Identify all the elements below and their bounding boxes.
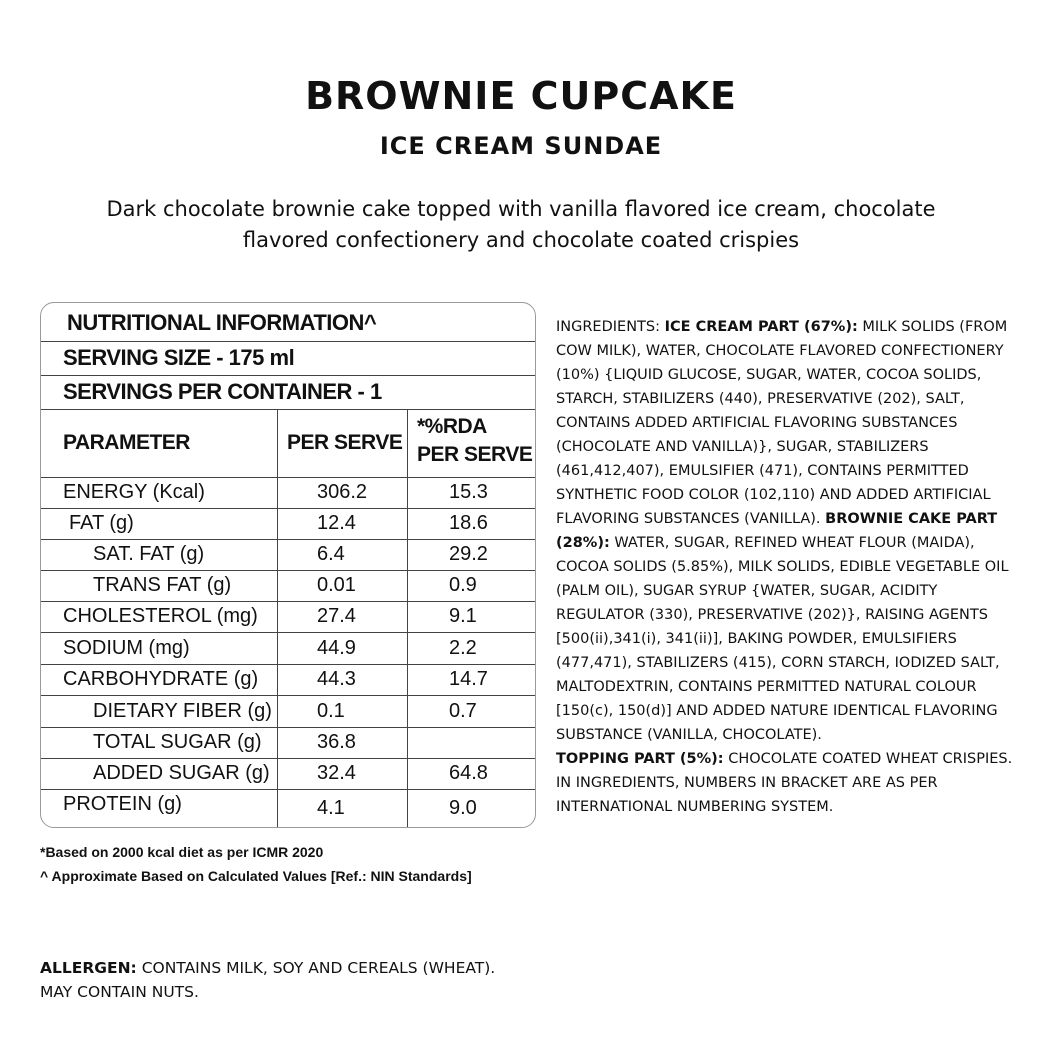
row-rda: 9.0 bbox=[449, 797, 477, 819]
servings-per-container-row bbox=[41, 375, 535, 410]
row-per-serve: 27.4 bbox=[317, 605, 356, 627]
brownie-cake-part-text: WATER, SUGAR, REFINED WHEAT FLOUR (MAIDA), COCOA SOLIDS (5.85%), MILK SOLIDS, EDIBLE VEGETABLE OIL (PALM OIL), SUGAR SYRUP {WATER, SUGAR, ACIDITY REGULATOR (330), PRESERVATIVE (202)}, RAISING AGENTS [500(ii),341(i), 341(ii)], BAKING POWDER, EMULSIFIERS (477,471), STABILIZERS (415), CORN STARCH, IODIZED SALT, MALTODEXTRIN, CONTAINS PERMITTED NATURAL COLOUR [150(c), 150(d)] AND ADDED NATURE IDENTICAL FLAVORING SUBSTANCE (VANILLA, CHOCOLATE). bbox=[556, 535, 1009, 743]
servings-per-container: SERVINGS PER CONTAINER - 1 bbox=[63, 379, 382, 404]
numbering-note: IN INGREDIENTS, NUMBERS IN BRACKET ARE AS PER INTERNATIONAL NUMBERING SYSTEM. bbox=[556, 775, 938, 815]
header-rda-line-2: PER SERVE bbox=[417, 443, 533, 466]
row-rda: 2.2 bbox=[449, 637, 477, 659]
description-line-1: Dark chocolate brownie cake topped with vanilla flavored ice cream, chocolate bbox=[106, 197, 936, 221]
table-row bbox=[41, 477, 535, 509]
ingredients-list bbox=[556, 315, 1026, 819]
row-parameter: DIETARY FIBER (g) bbox=[93, 700, 272, 722]
header-rda-line-1: *%RDA bbox=[417, 415, 487, 438]
row-rda: 14.7 bbox=[449, 668, 488, 690]
allergen-text: CONTAINS MILK, SOY AND CEREALS (WHEAT). bbox=[136, 959, 496, 977]
product-title: BROWNIE CUPCAKE bbox=[305, 74, 737, 118]
row-per-serve: 44.3 bbox=[317, 668, 356, 690]
table-row bbox=[41, 570, 535, 602]
row-rda: 18.6 bbox=[449, 512, 488, 534]
product-subtitle: ICE CREAM SUNDAE bbox=[379, 132, 663, 160]
row-rda: 29.2 bbox=[449, 543, 488, 565]
row-parameter: TOTAL SUGAR (g) bbox=[93, 731, 262, 753]
topping-part-text: CHOCOLATE COATED WHEAT CRISPIES. bbox=[723, 751, 1013, 767]
row-parameter: SODIUM (mg) bbox=[63, 637, 190, 659]
row-per-serve: 36.8 bbox=[317, 731, 356, 753]
table-row bbox=[41, 601, 535, 633]
row-per-serve: 0.01 bbox=[317, 574, 356, 596]
row-per-serve: 12.4 bbox=[317, 512, 356, 534]
table-row bbox=[41, 539, 535, 571]
table-row bbox=[41, 758, 535, 790]
may-contain-text: MAY CONTAIN NUTS. bbox=[40, 983, 199, 1001]
row-parameter: SAT. FAT (g) bbox=[93, 543, 205, 565]
row-per-serve: 4.1 bbox=[317, 797, 345, 819]
table-row bbox=[41, 508, 535, 540]
table-row bbox=[41, 664, 535, 696]
row-per-serve: 306.2 bbox=[317, 481, 368, 503]
table-row bbox=[41, 695, 535, 728]
header-parameter: PARAMETER bbox=[63, 431, 190, 454]
row-per-serve: 44.9 bbox=[317, 637, 356, 659]
table-row bbox=[41, 632, 535, 665]
table-row bbox=[41, 727, 535, 759]
product-description bbox=[40, 194, 1002, 256]
brownie-cake-part-label: BROWNIE CAKE PART (28%): bbox=[556, 511, 998, 551]
approximation-footnote: ^ Approximate Based on Calculated Values [Ref.: NIN Standards] bbox=[40, 868, 472, 884]
row-rda: 0.9 bbox=[449, 574, 477, 596]
row-parameter: PROTEIN (g) bbox=[63, 793, 182, 815]
row-parameter: FAT (g) bbox=[69, 512, 134, 534]
ingredients-lead: INGREDIENTS: bbox=[556, 319, 665, 335]
row-parameter: TRANS FAT (g) bbox=[93, 574, 232, 596]
description-line-2: flavored confectionery and chocolate coated crispies bbox=[242, 228, 800, 252]
row-per-serve: 32.4 bbox=[317, 762, 356, 784]
ice-cream-part-label: ICE CREAM PART (67%): bbox=[664, 319, 858, 335]
row-parameter: ADDED SUGAR (g) bbox=[93, 762, 270, 784]
nutrition-table bbox=[40, 302, 536, 828]
serving-size: SERVING SIZE - 175 ml bbox=[63, 345, 295, 370]
row-rda: 9.1 bbox=[449, 605, 477, 627]
ice-cream-part-text: MILK SOLIDS (FROM COW MILK), WATER, CHOCOLATE FLAVORED CONFECTIONERY (10%) {LIQUID GLUCOSE, SUGAR, WATER, COCOA SOLIDS, STARCH, STABILIZERS (440), PRESERVATIVE (202), SALT, CONTAINS ADDED ARTIFICIAL FLAVORING SUBSTANCES (CHOCOLATE AND VANILLA)}, SUGAR, STABILIZERS (461,412,407), EMULSIFIER (471), CONTAINS PERMITTED SYNTHETIC FOOD COLOR (102,110) AND ADDED ARTIFICIAL FLAVORING SUBSTANCES (VANILLA). bbox=[556, 319, 1008, 527]
row-per-serve: 6.4 bbox=[317, 543, 345, 565]
table-row bbox=[41, 789, 535, 825]
table-header-row bbox=[41, 409, 535, 478]
row-per-serve: 0.1 bbox=[317, 700, 345, 722]
allergen-label: ALLERGEN: bbox=[40, 959, 137, 977]
nutrition-title: NUTRITIONAL INFORMATION^ bbox=[67, 310, 377, 335]
nutrition-title-row bbox=[41, 303, 535, 342]
topping-part-label: TOPPING PART (5%): bbox=[556, 751, 724, 767]
row-rda: 15.3 bbox=[449, 481, 488, 503]
allergen-statement bbox=[40, 956, 740, 1004]
row-parameter: ENERGY (Kcal) bbox=[63, 481, 205, 503]
row-parameter: CHOLESTEROL (mg) bbox=[63, 605, 258, 627]
row-parameter: CARBOHYDRATE (g) bbox=[63, 668, 259, 690]
row-rda: 64.8 bbox=[449, 762, 488, 784]
header-per-serve: PER SERVE bbox=[287, 431, 403, 454]
serving-size-row bbox=[41, 341, 535, 376]
row-rda: 0.7 bbox=[449, 700, 477, 722]
rda-footnote: *Based on 2000 kcal diet as per ICMR 2020 bbox=[40, 844, 324, 860]
